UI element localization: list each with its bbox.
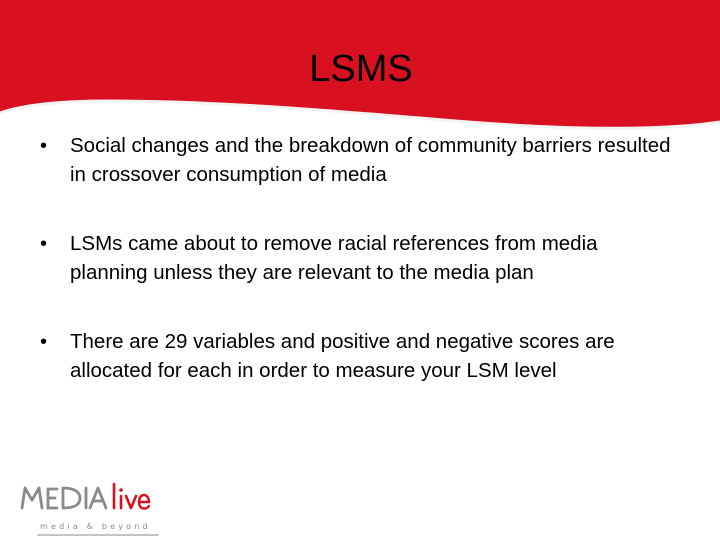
bullet-text: There are 29 variables and positive and negative scores are allocated for each in order to measure your LSM level bbox=[70, 330, 615, 382]
bullet-text: LSMs came about to remove racial references from media planning unless they are relevant to the media plan bbox=[70, 232, 598, 284]
bullet-marker: • bbox=[40, 135, 48, 157]
bullet-item bbox=[40, 328, 680, 385]
bullet-marker: • bbox=[40, 331, 48, 353]
medialive-logo bbox=[18, 480, 168, 538]
bullet-text: Social changes and the breakdown of community barriers resulted in crossover consumption of media bbox=[70, 134, 671, 186]
logo-tagline: media & beyond bbox=[40, 522, 151, 531]
bullet-item bbox=[40, 132, 680, 189]
slide-title: LSMS bbox=[309, 48, 413, 90]
bullet-marker: • bbox=[40, 233, 48, 255]
bullet-list bbox=[40, 132, 680, 385]
bullet-item bbox=[40, 230, 680, 287]
